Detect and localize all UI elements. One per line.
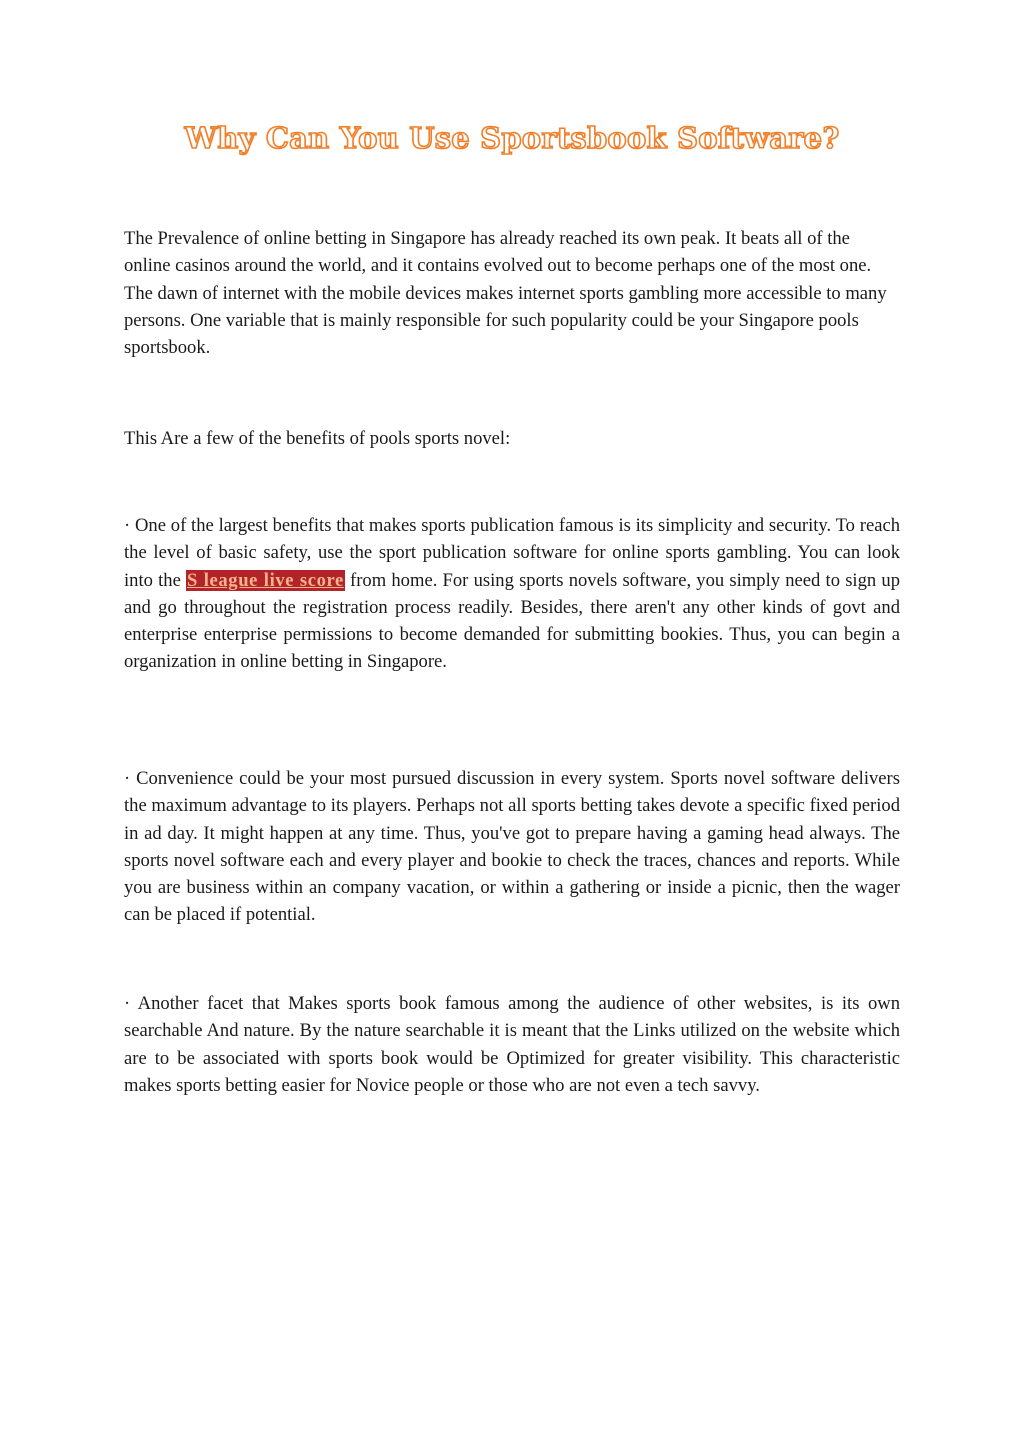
s-league-live-score-link[interactable]: S league live score xyxy=(187,569,344,591)
benefit-2-paragraph: · Convenience could be your most pursued discussion in every system. Sports novel software delivers the maximum advantage to its players. Perhaps not all sports betting takes devote a specific fixed period in ad day. It might happen at any time. Thus, you've got to prepare having a gaming head always. The sports novel software each and every player and bookie to check the traces, chances and reports. While you are business within an company vacation, or within a gathering or inside a picnic, then the wager can be placed if potential. xyxy=(124,768,900,926)
benefit-1-section xyxy=(124,512,900,676)
benefit-1-text-after: from home. For using sports novels software, you simply need to sign up and go throughout the registration process readily. Besides, there aren't any other kinds of govt and enterprise enterprise permissions to become demanded for submitting bookies. Thus, you can begin a organization in online betting in Singapore. xyxy=(124,569,900,673)
benefit-3-paragraph: · Another facet that Makes sports book famous among the audience of other websites, is its own searchable And nature. By the nature searchable it is meant that the Links utilized on the website which are to be associated with sports book would be Optimized for greater visibility. This characteristic makes sports betting easier for Novice people or those who are not even a tech savvy. xyxy=(124,993,900,1096)
benefit-1-paragraph xyxy=(124,512,900,676)
intro-section xyxy=(124,225,900,361)
lead-in-paragraph: This Are a few of the benefits of pools sports novel: xyxy=(124,428,511,449)
intro-paragraph: The Prevalence of online betting in Singapore has already reached its own peak. It beats all of the online casinos around the world, and it contains evolved out to become perhaps one of the most one. The dawn of internet with the mobile devices makes internet sports gambling more accessible to many persons. One variable that is mainly responsible for such popularity could be your Singapore pools sportsbook. xyxy=(124,228,887,359)
lead-in-section xyxy=(124,425,900,452)
benefit-3-section xyxy=(124,990,900,1099)
benefit-1-text-before: · One of the largest benefits that makes sports publication famous is its simplicity and security. To reach the level of basic safety, use the sport publication software for online sports gambling. You can look into the xyxy=(124,515,900,591)
benefit-2-section xyxy=(124,765,900,929)
page-title: Why Can You Use Sportsbook Software? xyxy=(184,121,840,155)
